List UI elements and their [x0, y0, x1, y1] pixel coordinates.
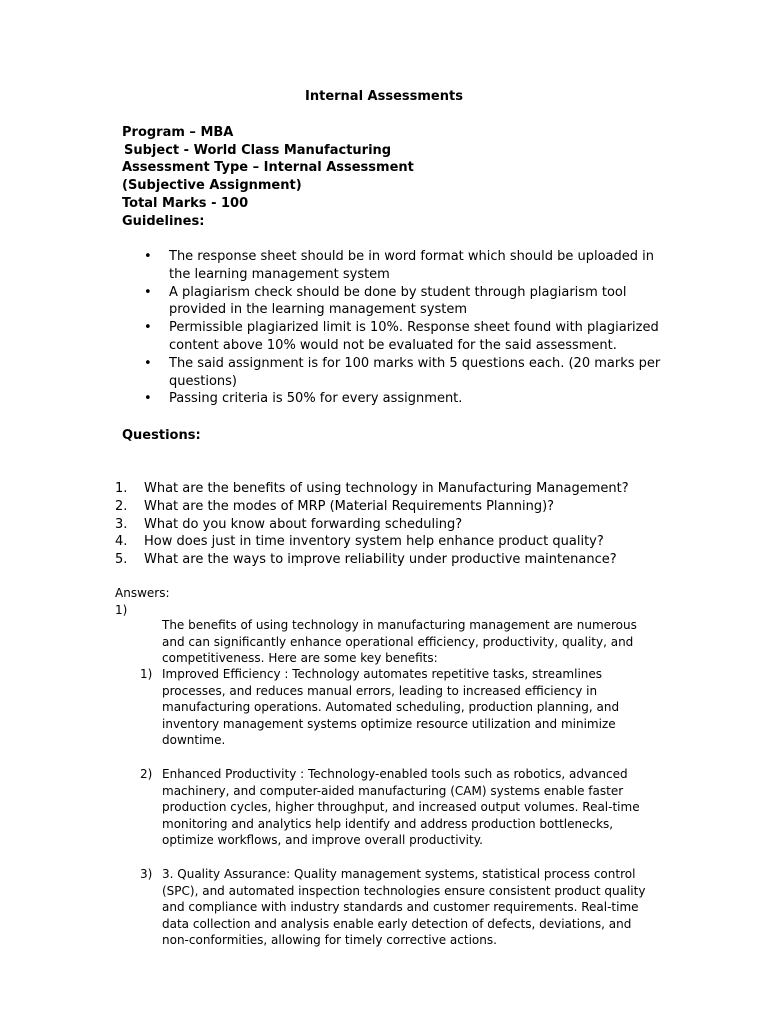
benefit-item [140, 866, 660, 949]
question-number: 3. [115, 516, 128, 532]
question-item [115, 480, 715, 498]
answer-number: 1) [115, 603, 128, 617]
benefit-text: Enhanced Productivity : Technology-enabled tools such as robotics, advanced machinery, and computer-aided manufacturing (CAM) systems enable faster production cycles, higher throughput, and increased output volumes. Real-time monitoring and analytics help identify and address production bottlenecks, optimize workflows, and improve overall productivity. [162, 766, 640, 848]
question-item [115, 533, 715, 551]
answers-label: Answers: [115, 586, 170, 600]
question-text: What are the benefits of using technology in Manufacturing Management? [144, 481, 629, 496]
benefit-text: 3. Quality Assurance: Quality management systems, statistical process control (SPC), and automated inspection technologies ensure consistent product quality and compliance with industry standards and customer requirements. Real-time data collection and analysis enable early detection of defects, deviations, and non-conformities, allowing for timely corrective actions. [162, 866, 646, 948]
guideline-text: A plagiarism check should be done by student through plagiarism tool provided in the learning management system [169, 284, 627, 318]
guidelines-heading: Guidelines: [122, 213, 205, 229]
page-title: Internal Assessments [305, 89, 463, 104]
question-text: What are the modes of MRP (Material Requirements Planning)? [144, 498, 555, 514]
questions-list [115, 480, 715, 569]
benefit-number: 1) [140, 667, 153, 681]
guideline-item [144, 284, 664, 320]
question-item [115, 551, 715, 569]
benefit-item [140, 766, 660, 849]
bullet-icon: • [144, 249, 152, 264]
bullet-icon: • [144, 391, 152, 407]
question-number: 4. [115, 534, 128, 550]
guideline-item [144, 390, 664, 408]
answer-intro: The benefits of using technology in manufacturing management are numerous and can significantly enhance operational efficiency, productivity, quality, and competitiveness. Here are some key benefits: [162, 618, 637, 666]
guideline-item [144, 355, 664, 391]
guideline-text: The response sheet should be in word format which should be uploaded in the learning management system [169, 249, 654, 282]
bullet-icon: • [144, 320, 152, 336]
benefits-list [140, 666, 660, 966]
question-item [115, 516, 715, 534]
guideline-item [144, 319, 664, 355]
question-text: What are the ways to improve reliability under productive maintenance? [144, 552, 617, 568]
subject-line: Subject - World Class Manufacturing [124, 142, 392, 158]
question-number: 5. [115, 552, 128, 568]
question-text: How does just in time inventory system help enhance product quality? [144, 534, 604, 550]
assessment-meta [122, 124, 482, 230]
benefit-number: 2) [140, 766, 153, 781]
benefit-text: Improved Efficiency : Technology automates repetitive tasks, streamlines processes, and reduces manual errors, leading to increased efficiency in manufacturing operations. Automated scheduling, production planning, and inventory management systems optimize resource utilization and minimize downtime. [162, 667, 620, 748]
bullet-icon: • [144, 284, 152, 300]
guideline-text: Permissible plagiarized limit is 10%. Response sheet found with plagiarized content above 10% would not be evaluated for the said assessment. [169, 320, 659, 353]
benefit-item [140, 666, 660, 749]
question-number: 2. [115, 498, 128, 514]
program-line: Program – MBA [122, 125, 234, 140]
assessment-type-line: Assessment Type – Internal Assessment (Subjective Assignment) [122, 160, 414, 194]
bullet-icon: • [144, 355, 152, 371]
benefit-number: 3) [140, 866, 153, 881]
guideline-text: Passing criteria is 50% for every assignment. [169, 391, 463, 407]
question-item [115, 498, 715, 516]
total-marks-line: Total Marks - 100 [122, 195, 249, 211]
guideline-text: The said assignment is for 100 marks with 5 questions each. (20 marks per questions) [169, 355, 661, 389]
questions-heading: Questions: [122, 428, 201, 443]
question-text: What do you know about forwarding scheduling? [144, 516, 463, 532]
guideline-item [144, 248, 664, 284]
guidelines-list [144, 248, 664, 408]
question-number: 1. [115, 481, 128, 496]
